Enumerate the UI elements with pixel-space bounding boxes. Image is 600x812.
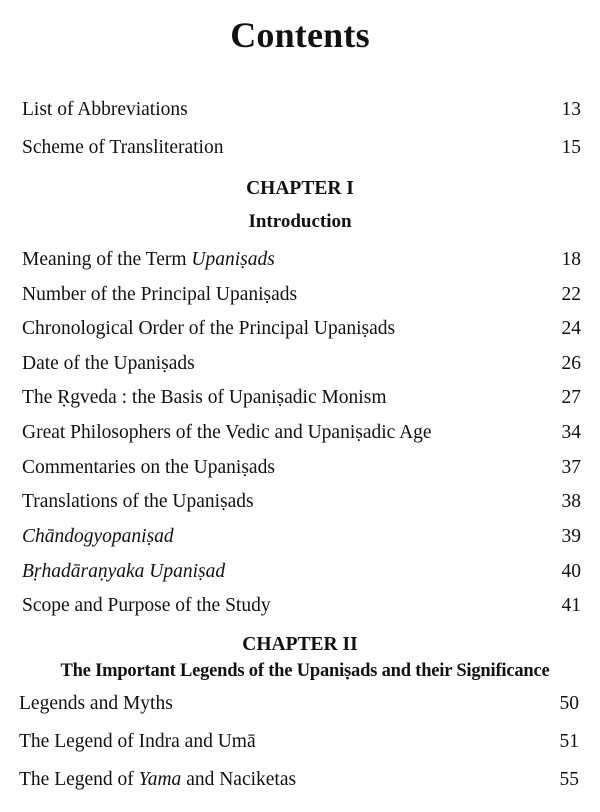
toc-entry-title: List of Abbreviations [22, 99, 188, 120]
toc-entry-page: 37 [561, 457, 581, 478]
toc-entry[interactable] [22, 247, 581, 273]
toc-entry[interactable] [22, 97, 581, 123]
toc-entry-page: 39 [561, 526, 581, 547]
toc-entry[interactable] [22, 524, 581, 550]
toc-entry[interactable] [22, 593, 581, 619]
toc-entry-title: Scope and Purpose of the Study [22, 595, 271, 616]
toc-entry[interactable] [22, 385, 581, 411]
chapter-heading: CHAPTER II [242, 634, 358, 655]
toc-entry[interactable] [19, 691, 579, 717]
toc-entry-page: 41 [561, 595, 581, 616]
toc-entry[interactable] [22, 559, 581, 585]
toc-entry-page: 50 [559, 693, 579, 714]
toc-entry-page: 15 [561, 137, 581, 158]
toc-entry-title: Commentaries on the Upaniṣads [22, 457, 275, 478]
chapter-heading: CHAPTER I [246, 178, 354, 199]
toc-entry[interactable] [22, 351, 581, 377]
toc-entry-page: 38 [561, 491, 581, 512]
toc-entry-page: 34 [561, 422, 581, 443]
toc-entry[interactable] [22, 489, 581, 515]
toc-entry[interactable] [22, 316, 581, 342]
toc-entry-title: Chronological Order of the Principal Upaniṣads [22, 318, 396, 339]
toc-entry-page: 26 [561, 353, 581, 374]
toc-entry[interactable] [22, 455, 581, 481]
toc-entry[interactable] [22, 420, 581, 446]
toc-entry-title: Scheme of Transliteration [22, 137, 224, 158]
toc-entry-title: Translations of the Upaniṣads [22, 491, 254, 512]
toc-entry-page: 51 [559, 731, 579, 752]
toc-entry[interactable] [19, 767, 579, 793]
toc-entry-page: 40 [561, 561, 581, 582]
toc-entry-title: The Legend of Indra and Umā [19, 731, 256, 752]
toc-entry-title: The Ṛgveda : the Basis of Upaniṣadic Monism [22, 387, 387, 408]
toc-entry-title: Great Philosophers of the Vedic and Upaniṣadic Age [22, 422, 432, 443]
toc-entry-title: Bṛhadāraṇyaka Upaniṣad [22, 561, 226, 582]
page-title: Contents [230, 15, 370, 55]
toc-entry-page: 27 [561, 387, 581, 408]
toc-entry-page: 13 [561, 99, 581, 120]
toc-entry-title: Number of the Principal Upaniṣads [22, 284, 298, 305]
chapter-subtitle: The Important Legends of the Upaniṣads and their Significance [60, 661, 550, 681]
chapter-subtitle: Introduction [248, 211, 352, 232]
toc-entry-title: Chāndogyopaniṣad [22, 526, 174, 547]
toc-entry-title: The Legend of Yama and Naciketas [19, 769, 297, 790]
toc-entry-page: 55 [559, 769, 579, 790]
toc-entry[interactable] [22, 135, 581, 161]
toc-entry-page: 22 [561, 284, 581, 305]
toc-entry-page: 18 [561, 249, 581, 270]
toc-entry-title: Legends and Myths [19, 693, 173, 714]
toc-entry-title: Date of the Upaniṣads [22, 353, 195, 374]
toc-entry-title: Meaning of the Term Upaniṣads [22, 249, 275, 270]
toc-entry[interactable] [19, 729, 579, 755]
toc-entry[interactable] [22, 282, 581, 308]
toc-entry-page: 24 [561, 318, 581, 339]
